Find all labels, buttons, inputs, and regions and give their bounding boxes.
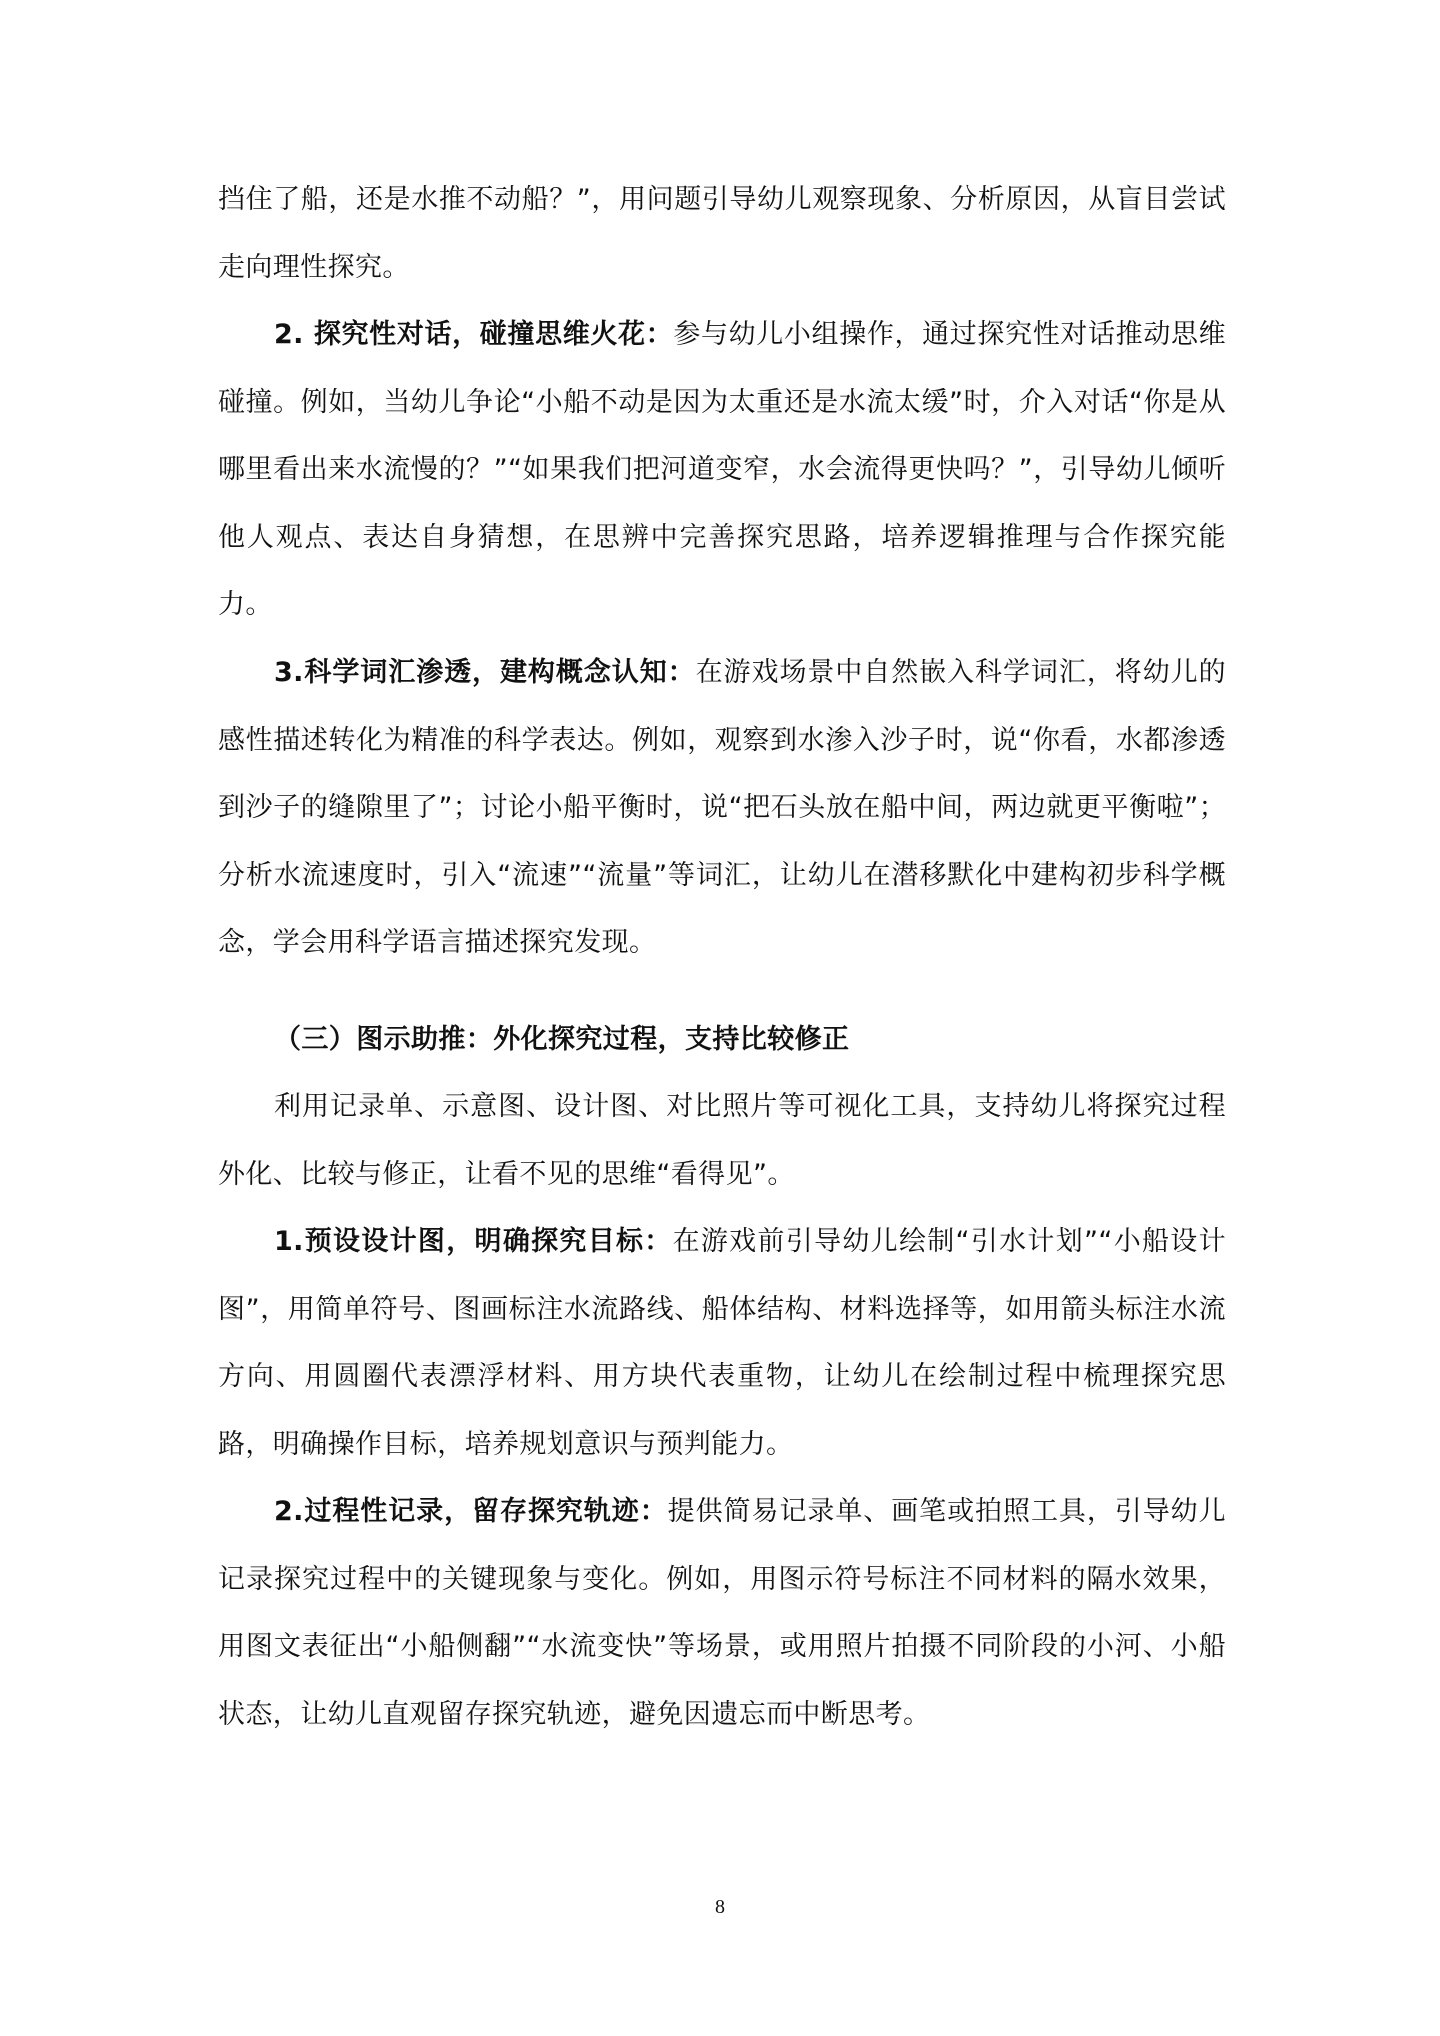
page-number: 8 — [715, 1896, 725, 1918]
paragraph-lead: 2. 探究性对话，碰撞思维火花： — [274, 319, 674, 350]
paragraph-lead: 1.预设设计图，明确探究目标： — [274, 1226, 673, 1257]
section-heading — [218, 1006, 1226, 1074]
section-heading-text: （三）图示助推：外化探究过程，支持比较修正 — [274, 1024, 850, 1055]
paragraph-science-vocabulary — [218, 639, 1226, 977]
paragraph-lead: 3.科学词汇渗透，建构概念认知： — [274, 657, 696, 688]
paragraph-exploratory-dialogue — [218, 301, 1226, 639]
paragraph-process-recording — [218, 1478, 1226, 1748]
paragraph-text: 在游戏前引导幼儿绘制“引水计划”“小船设计图”，用简单符号、图画标注水流路线、船体结构、材料选择等，如用箭头标注水流方向、用圆圈代表漂浮材料、用方块代表重物，让幼儿在绘制过程中梳理探究思路，明确操作目标，培养规划意识与预判能力。 — [218, 1226, 1226, 1460]
paragraph-text: 提供简易记录单、画笔或拍照工具，引导幼儿记录探究过程中的关键现象与变化。例如，用图示符号标注不同材料的隔水效果，用图文表征出“小船侧翻”“水流变快”等场景，或用照片拍摄不同阶段的小河、小船状态，让幼儿直观留存探究轨迹，避免因遗忘而中断思考。 — [218, 1496, 1227, 1730]
paragraph-text: 挡住了船，还是水推不动船？”，用问题引导幼儿观察现象、分析原因，从盲目尝试走向理性探究。 — [218, 184, 1226, 283]
paragraph-lead: 2.过程性记录，留存探究轨迹： — [274, 1496, 668, 1527]
paragraph-visual-tools — [218, 1073, 1226, 1208]
paragraph-continued — [218, 166, 1226, 301]
paragraph-design-drawing — [218, 1208, 1226, 1478]
paragraph-text: 参与幼儿小组操作，通过探究性对话推动思维碰撞。例如，当幼儿争论“小船不动是因为太重还是水流太缓”时，介入对话“你是从哪里看出来水流慢的？”“如果我们把河道变窄，水会流得更快吗？”，引导幼儿倾听他人观点、表达自身猜想，在思辨中完善探究思路，培养逻辑推理与合作探究能力。 — [218, 319, 1227, 620]
paragraph-text: 在游戏场景中自然嵌入科学词汇，将幼儿的感性描述转化为精准的科学表达。例如，观察到水渗入沙子时，说“你看，水都渗透到沙子的缝隙里了”；讨论小船平衡时，说“把石头放在船中间，两边就更平衡啦”；分析水流速度时，引入“流速”“流量”等词汇，让幼儿在潜移默化中建构初步科学概念，学会用科学语言描述探究发现。 — [218, 657, 1226, 958]
paragraph-text: 利用记录单、示意图、设计图、对比照片等可视化工具，支持幼儿将探究过程外化、比较与修正，让看不见的思维“看得见”。 — [218, 1091, 1226, 1190]
